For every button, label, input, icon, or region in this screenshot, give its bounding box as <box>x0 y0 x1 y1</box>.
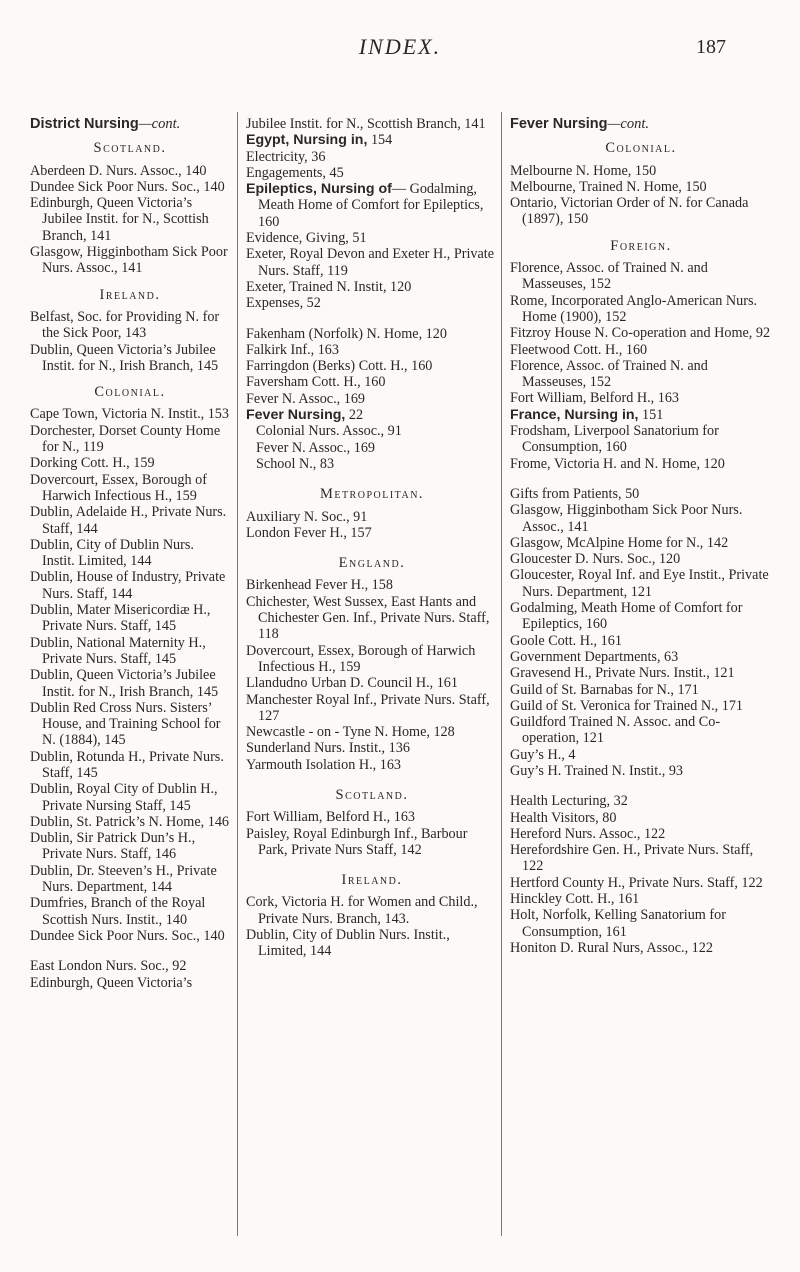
entry-heading: Egypt, Nursing in, <box>246 132 368 149</box>
index-entry: Birkenhead Fever H., 158 <box>246 577 393 594</box>
index-entry: Evidence, Giving, 51 <box>246 230 367 247</box>
entry-list <box>510 260 772 325</box>
index-entry: Dublin, Sir Patrick Dun’s H., Private Nurs. Staff, 146 <box>30 830 196 863</box>
index-entry: Guild of St. Veronica for Trained N., 171 <box>510 697 744 714</box>
index-entry: Dovercourt, Essex, Borough of Harwich Infectious H., 159 <box>246 642 476 675</box>
heading-text: Fever Nursing <box>510 116 608 132</box>
index-entry: School N., 83 <box>256 455 335 472</box>
entry-list <box>246 423 498 472</box>
subheading-scotland: Scotland. <box>93 140 167 157</box>
index-entry: Dublin, Mater Misericordiæ H., Private Nurs. Staff, 145 <box>30 602 211 635</box>
index-column-3 <box>510 116 772 956</box>
index-entry: Dublin, House of Industry, Private Nurs. Staff, 144 <box>30 569 226 602</box>
index-entry: Frome, Victoria H. and N. Home, 120 <box>510 455 725 472</box>
index-entry: Guy’s H., 4 <box>510 746 576 763</box>
index-entry: Government Departments, 63 <box>510 648 679 665</box>
subheading-foreign: Foreign. <box>610 237 672 254</box>
index-entry: London Fever H., 157 <box>246 524 372 541</box>
index-entry: Dublin, National Maternity H., Private Nurs. Staff, 145 <box>30 634 206 667</box>
index-entry: Gravesend H., Private Nurs. Instit., 121 <box>510 665 735 682</box>
index-entry: Dundee Sick Poor Nurs. Soc., 140 <box>30 927 225 944</box>
index-entry: Fort William, Belford H., 163 <box>510 390 680 407</box>
index-entry: Glasgow, McAlpine Home for N., 142 <box>510 534 729 551</box>
index-entry: Fleetwood Cott. H., 160 <box>510 341 648 358</box>
index-entry: Auxiliary N. Soc., 91 <box>246 508 368 525</box>
index-entry: Exeter, Trained N. Instit, 120 <box>246 278 412 295</box>
index-entry: Colonial Nurs. Assoc., 91 <box>256 423 402 440</box>
section-heading-district-nursing <box>30 116 230 132</box>
index-entry: Fort William, Belford H., 163 <box>246 809 416 826</box>
index-entry: Rome, Incorporated Anglo-American Nurs. Home (1900), 152 <box>510 292 758 325</box>
index-entry: Dublin, City of Dublin Nurs. Instit., Limited, 144 <box>246 927 450 960</box>
index-entry: Edinburgh, Queen Victoria’s <box>30 974 193 991</box>
entry-list <box>30 958 230 991</box>
index-entry: Frodsham, Liverpool Sanatorium for Consumption, 160 <box>510 423 719 456</box>
subheading-scotland: Scotland. <box>335 786 409 803</box>
index-entry: East London Nurs. Soc., 92 <box>30 958 187 975</box>
index-entry: Sunderland Nurs. Instit., 136 <box>246 740 410 757</box>
entry-list <box>510 486 772 779</box>
entry-list <box>510 793 772 956</box>
entry-list <box>246 230 498 311</box>
index-entry: Belfast, Soc. for Providing N. for the Sick Poor, 143 <box>30 308 220 342</box>
index-entry: Cape Town, Victoria N. Instit., 153 <box>30 406 229 423</box>
index-entry: Dorchester, Dorset County Home for N., 119 <box>30 422 221 456</box>
index-entry-france <box>510 407 772 423</box>
index-entry: Dublin, City of Dublin Nurs. Instit. Limited, 144 <box>30 536 194 570</box>
index-entry: Paisley, Royal Edinburgh Inf., Barbour Park, Private Nurs Staff, 142 <box>246 825 468 858</box>
subheading-colonial: Colonial. <box>605 140 677 157</box>
index-entry-egypt <box>246 132 498 148</box>
index-entry-epileptics <box>246 181 498 230</box>
index-entry: Gloucester, Royal Inf. and Eye Instit., Private Nurs. Department, 121 <box>510 567 769 600</box>
index-entry: Guildford Trained N. Assoc. and Co-operation, 121 <box>510 714 721 747</box>
entry-list <box>510 325 772 406</box>
entry-list <box>246 326 498 407</box>
entry-list <box>246 894 498 959</box>
section-heading-fever-nursing <box>510 116 772 132</box>
index-entry: Glasgow, Higginbotham Sick Poor Nurs. Assoc., 141 <box>30 244 228 277</box>
entry-page: 151 <box>638 406 664 423</box>
index-column-2 <box>246 116 498 960</box>
index-entry-fever <box>246 407 498 423</box>
entry-list <box>246 149 498 182</box>
entry-heading: Fever Nursing, <box>246 407 346 424</box>
column-rule-right <box>501 112 502 1236</box>
index-entry: Goole Cott. H., 161 <box>510 632 622 649</box>
entry-list <box>30 309 230 374</box>
entry-rest: — Godalming, Meath Home of Comfort for Epileptics, 160 <box>258 181 484 230</box>
index-entry: Exeter, Royal Devon and Exeter H., Private Nurs. Staff, 119 <box>246 246 495 279</box>
index-column-1 <box>30 116 230 991</box>
entry-heading: France, Nursing in, <box>510 406 639 423</box>
index-entry: Ontario, Victorian Order of N. for Canada (1897), 150 <box>510 195 749 228</box>
index-entry: Dublin, Dr. Steeven’s H., Private Nurs. Department, 144 <box>30 862 217 896</box>
subheading-ireland: Ireland. <box>99 286 161 303</box>
index-entry: Hertford County H., Private Nurs. Staff, 122 <box>510 874 763 891</box>
index-entry: Aberdeen D. Nurs. Assoc., 140 <box>30 162 207 179</box>
index-entry: Cork, Victoria H. for Women and Child., Private Nurs. Branch, 143. <box>246 894 478 927</box>
heading-cont: —cont. <box>138 116 181 132</box>
page-number: 187 <box>696 36 726 58</box>
entry-list <box>30 406 230 944</box>
index-entry: Fever N. Assoc., 169 <box>246 390 366 407</box>
index-entry: Melbourne N. Home, 150 <box>510 162 657 179</box>
index-entry: Manchester Royal Inf., Private Nurs. Staff, 127 <box>246 691 490 724</box>
index-entry: Fever N. Assoc., 169 <box>256 439 376 456</box>
subheading-metropolitan: Metropolitan. <box>319 486 425 503</box>
index-entry: Dundee Sick Poor Nurs. Soc., 140 <box>30 178 225 195</box>
entry-heading: Epileptics, Nursing of <box>246 181 392 198</box>
index-entry: Yarmouth Isolation H., 163 <box>246 756 402 773</box>
subheading-england: England. <box>338 555 406 572</box>
entry-list <box>246 577 498 773</box>
index-entry: Llandudno Urban D. Council H., 161 <box>246 675 458 692</box>
index-entry: Falkirk Inf., 163 <box>246 341 339 358</box>
index-entry: Faversham Cott. H., 160 <box>246 374 386 391</box>
index-entry: Guy’s H. Trained N. Instit., 93 <box>510 762 684 779</box>
entry-list <box>30 163 230 277</box>
index-entry: Chichester, West Sussex, East Hants and Chichester Gen. Inf., Private Nurs. Staff, 118 <box>246 593 490 643</box>
index-entry: Dorking Cott. H., 159 <box>30 455 155 472</box>
index-entry: Dumfries, Branch of the Royal Scottish Nurs. Instit., 140 <box>30 895 206 928</box>
index-entry: Holt, Norfolk, Kelling Sanatorium for Consumption, 161 <box>510 907 726 940</box>
running-title: INDEX. <box>358 34 442 59</box>
index-entry: Dublin, Royal City of Dublin H., Private Nursing Staff, 145 <box>30 781 218 814</box>
index-entry: Electricity, 36 <box>246 148 326 165</box>
index-entry: Dublin, St. Patrick’s N. Home, 146 <box>30 813 230 830</box>
index-entry: Melbourne, Trained N. Home, 150 <box>510 178 707 195</box>
index-entry: Dublin, Rotunda H., Private Nurs. Staff, 145 <box>30 748 224 781</box>
index-entry: Glasgow, Higginbotham Sick Poor Nurs. Assoc., 141 <box>510 502 743 535</box>
entry-page: 154 <box>367 132 393 149</box>
heading-cont: —cont. <box>607 116 649 132</box>
subheading-ireland: Ireland. <box>341 872 403 889</box>
index-entry: Jubilee Instit. for N., Scottish Branch, 141 <box>246 116 486 132</box>
column-rule-left <box>237 112 238 1236</box>
index-entry: Guild of St. Barnabas for N., 171 <box>510 681 699 698</box>
index-entry: Health Lecturing, 32 <box>510 793 628 810</box>
index-entry: Fitzroy House N. Co-operation and Home, 92 <box>510 325 771 342</box>
index-entry: Godalming, Meath Home of Comfort for Epileptics, 160 <box>510 600 743 633</box>
entry-list <box>246 809 498 858</box>
index-entry: Gifts from Patients, 50 <box>510 485 640 502</box>
page-header <box>0 34 800 64</box>
index-entry: Florence, Assoc. of Trained N. and Masseuses, 152 <box>510 357 708 391</box>
index-entry: Dovercourt, Essex, Borough of Harwich Infectious H., 159 <box>30 471 207 504</box>
heading-text: District Nursing <box>30 116 139 132</box>
entry-list <box>246 509 498 542</box>
index-entry: Expenses, 52 <box>246 295 321 312</box>
index-entry: Dublin Red Cross Nurs. Sisters’ House, and Training School for N. (1884), 145 <box>30 699 221 749</box>
index-entry: Engagements, 45 <box>246 164 344 181</box>
entry-list <box>510 163 772 228</box>
index-entry: Hinckley Cott. H., 161 <box>510 891 640 908</box>
entry-page: 22 <box>345 407 364 424</box>
subheading-colonial: Colonial. <box>94 384 166 401</box>
index-entry: Dublin, Queen Victoria’s Jubilee Instit. for N., Irish Branch, 145 <box>30 667 219 700</box>
index-entry: Gloucester D. Nurs. Soc., 120 <box>510 551 681 568</box>
index-entry: Honiton D. Rural Nurs, Assoc., 122 <box>510 939 713 956</box>
index-entry: Newcastle - on - Tyne N. Home, 128 <box>246 724 455 741</box>
index-entry: Dublin, Adelaide H., Private Nurs. Staff, 144 <box>30 504 227 537</box>
index-entry: Herefordshire Gen. H., Private Nurs. Staff, 122 <box>510 842 754 875</box>
index-entry: Health Visitors, 80 <box>510 809 617 826</box>
index-entry: Farringdon (Berks) Cott. H., 160 <box>246 358 433 375</box>
index-entry: Edinburgh, Queen Victoria’s Jubilee Instit. for N., Scottish Branch, 141 <box>30 195 209 244</box>
index-entry: Hereford Nurs. Assoc., 122 <box>510 825 666 842</box>
index-entry: Florence, Assoc. of Trained N. and Masseuses, 152 <box>510 260 708 293</box>
index-entry: Dublin, Queen Victoria’s Jubilee Instit. for N., Irish Branch, 145 <box>30 341 219 374</box>
entry-list <box>510 423 772 472</box>
index-entry: Fakenham (Norfolk) N. Home, 120 <box>246 325 447 342</box>
